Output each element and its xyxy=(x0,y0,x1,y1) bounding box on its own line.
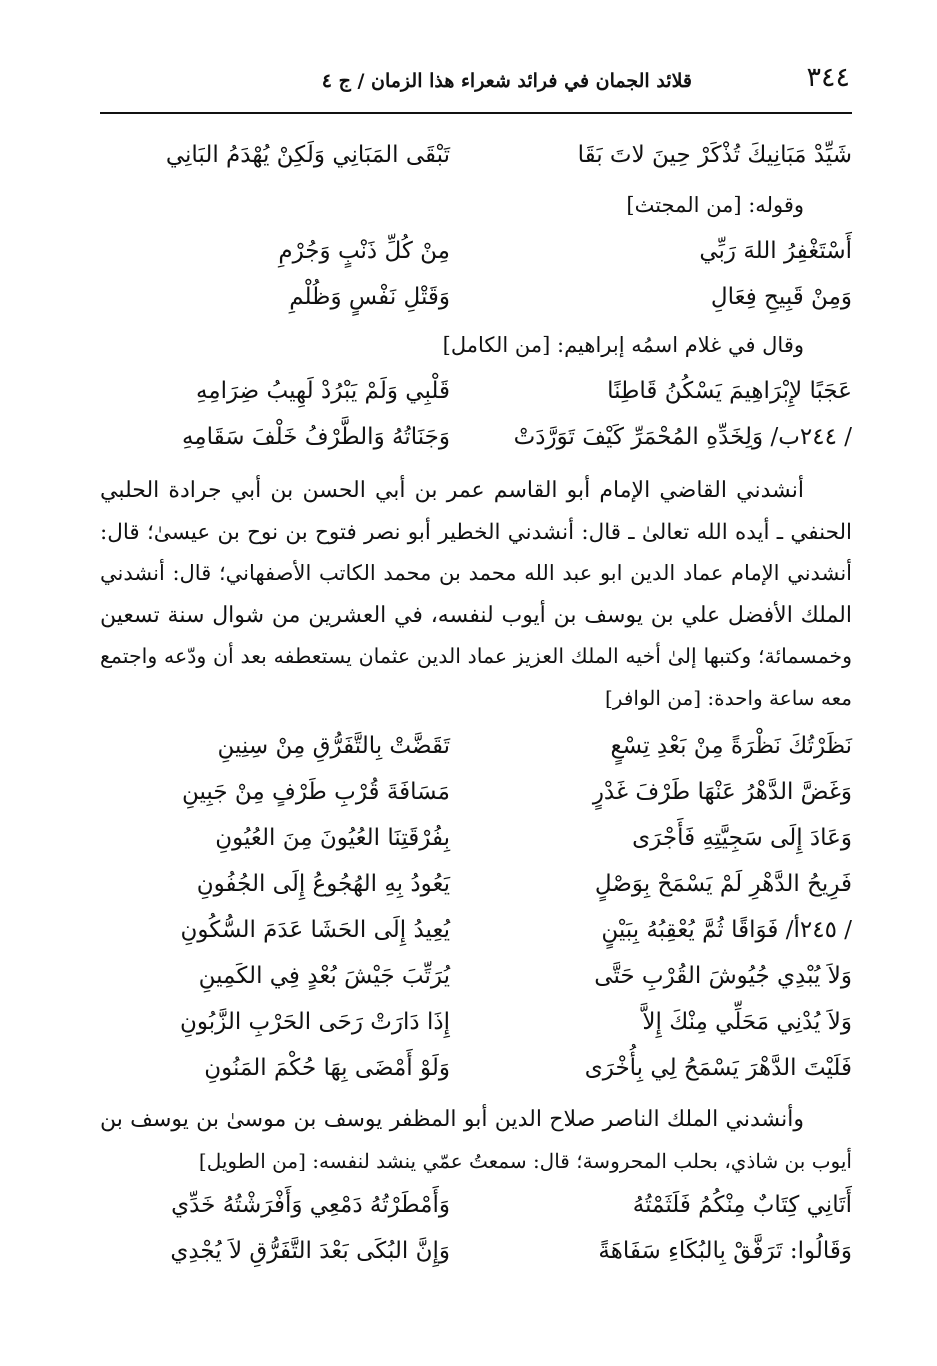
verse-first-hemistich: وَمِنْ قَبِيحِ فِعَالِ xyxy=(710,284,852,310)
verse-second-hemistich: وَجَنَاتُهُ وَالطَّرْفُ خَلْفَ سَقَامِهِ xyxy=(181,424,450,450)
verse-first-hemistich: أَسْتَغْفِرُ اللهَ رَبِّي xyxy=(699,238,852,264)
verse-first-hemistich: عَجَبًا لإِبْرَاهِيمَ يَسْكُنُ قَاطِنًا xyxy=(607,378,852,404)
verse-first-hemistich: فَلَيْتَ الدَّهْرَ يَسْمَحُ لِي بِأُخْرَى xyxy=(584,1055,852,1081)
verse-line xyxy=(100,1228,852,1274)
verse-second-hemistich: تَبْقَى المَبَانِي وَلَكِنْ يُهْدَمُ البَانِي xyxy=(165,142,450,168)
verse-line xyxy=(100,815,852,861)
verse-second-hemistich: وَإِنَّ البُكَى بَعْدَ التَّفَرُّقِ لاَ يُجْدِي xyxy=(170,1238,450,1264)
verse-second-hemistich: بِفُرْقَتِنَا العُيُونَ مِنَ العُيُونِ xyxy=(215,825,450,851)
verse-line xyxy=(100,228,852,274)
poem-intro: وقال في غلام اسمُه إبراهيم: [من الكامل] xyxy=(442,333,804,357)
page-header xyxy=(100,60,852,114)
verse-line xyxy=(100,1182,852,1228)
verse-first-hemistich: أَتَانِي كِتَابٌ مِنْكُمُ فَلَثَمْتُهُ xyxy=(632,1192,852,1218)
verse-line xyxy=(100,861,852,907)
verse-second-hemistich: يَعُودُ بِهِ الهُجُوعُ إِلَى الجُفُونِ xyxy=(196,871,450,897)
verse-first-hemistich: فَرِيحُ الدَّهْرِ لَمْ يَسْمَحْ بِوَصْلٍ xyxy=(594,871,852,897)
verse-second-hemistich: وَقَتْلِ نَفْسٍ وَظُلْمِ xyxy=(289,284,450,310)
verse-line xyxy=(100,907,852,953)
verse-line xyxy=(100,414,852,460)
verse-second-hemistich: وَأَمْطَرْتُهُ دَمْعِي وَأَفْرَشْتُهُ خَدِّي xyxy=(171,1192,450,1218)
verse-line xyxy=(100,999,852,1045)
verse-second-hemistich: يُرَتِّبَ جَيْشَ بُعْدٍ فِي الكَمِينِ xyxy=(198,963,450,989)
verse-line xyxy=(100,274,852,320)
prose-line: الملك الأفضل علي بن يوسف بن أيوب لنفسه، في العشرين من شوال سنة تسعين xyxy=(100,602,852,628)
prose-line: أيوب بن شاذي، بحلب المحروسة؛ قال: سمعتُ عمّي ينشد لنفسه: [من الطويل] xyxy=(198,1148,852,1173)
prose-line: أنشدني الإمام عماد الدين ابو عبد الله محمد بن محمد الكاتب الأصفهاني؛ قال: أنشدني xyxy=(100,561,852,585)
verse-first-hemistich: / ٢٤٤ب/ وَلِخَدِّهِ المُحْمَرِّ كَيْفَ تَوَرَّدَتْ xyxy=(513,424,852,450)
prose-line: وخمسمائة؛ وكتبها إلىٰ أخيه الملك العزيز عماد الدين عثمان يستعطفه بعد أن ودّعه واجتمع xyxy=(100,644,852,668)
verse-first-hemistich: وَقَالُوا: تَرَفَّقْ بِالبُكَاءِ سَفَاهَةً xyxy=(598,1238,852,1264)
prose-line: معه ساعة واحدة: [من الوافر] xyxy=(605,685,852,710)
verse-first-hemistich: وَغَضَّ الدَّهْرُ عَنْهَا طَرْفَ غَدْرٍ xyxy=(592,779,852,805)
verse-second-hemistich: مِنْ كُلِّ ذَنْبٍ وَجُرْمِ xyxy=(278,238,450,264)
verse-second-hemistich: يُعِيدُ إِلَى الحَشَا عَدَمَ السُّكُونِ xyxy=(180,917,450,943)
poem-intro: وقوله: [من المجتث] xyxy=(626,193,804,217)
verse-first-hemistich: نَظَرْتُكَ نَظْرَةً مِنْ بَعْدِ تِسْعٍ xyxy=(610,733,852,759)
verse-second-hemistich: إِذَا دَارَتْ رَحَى الحَرْبِ الزَّبُونِ xyxy=(179,1009,450,1035)
prose-line: وأنشدني الملك الناصر صلاح الدين أبو المظفر يوسف بن موسىٰ بن يوسف بن xyxy=(100,1107,804,1132)
verse-first-hemistich: وَعَادَ إِلَى سَجِيَّتِهِ فَأَجْرَى xyxy=(632,825,852,851)
verse-second-hemistich: وَلَوْ أَمْضَى بِهَا حُكْمَ المَنُونِ xyxy=(204,1055,450,1081)
verse-line xyxy=(100,953,852,999)
verse-first-hemistich: / ٢٤٥أ/ فَوَاقًا ثُمَّ يُعْقِبُهُ بِبَيْنٍ xyxy=(601,917,852,943)
verse-line xyxy=(100,723,852,769)
running-title: قلائد الجمان في فرائد شعراء هذا الزمان / ج ٤ xyxy=(321,70,692,92)
verse-second-hemistich: تَقَضَّتْ بِالتَّفَرُّقِ مِنْ سِنِينِ xyxy=(217,733,450,759)
verse-line xyxy=(100,1045,852,1091)
prose-paragraph xyxy=(100,470,852,719)
verse-second-hemistich: مَسَافَةَ قُرْبِ طَرْفٍ مِنْ جَبِينِ xyxy=(181,779,450,805)
verse-second-hemistich: قَلْبِي وَلَمْ يَبْرُدْ لَهِيبُ ضِرَامِهِ xyxy=(195,378,450,404)
prose-line: الحنفي ـ أيده الله تعالىٰ ـ قال: أنشدني الخطير أبو نصر فتوح بن نوح بن عيسىٰ؛ قال: xyxy=(100,519,852,545)
verse-line xyxy=(100,368,852,414)
verse-line xyxy=(100,769,852,815)
verse-first-hemistich: شَيِّدْ مَبَانِيكَ تُذْكَرْ حِينَ لاتَ بَقَا xyxy=(577,142,852,168)
verse-line xyxy=(100,132,852,178)
prose-paragraph xyxy=(100,1099,852,1182)
prose-line: أنشدني القاضي الإمام أبو القاسم عمر بن أبي الحسن بن أبي جرادة الحلبي xyxy=(100,478,804,503)
verse-first-hemistich: وَلاَ يُدْنِي مَحَلِّي مِنْكَ إِلاَّ xyxy=(642,1009,852,1035)
verse-first-hemistich: وَلاَ يُبْدِي جُيُوشَ القُرْبِ حَتَّى xyxy=(594,963,852,989)
book-page xyxy=(100,60,852,1274)
page-number: ٣٤٤ xyxy=(806,62,850,93)
